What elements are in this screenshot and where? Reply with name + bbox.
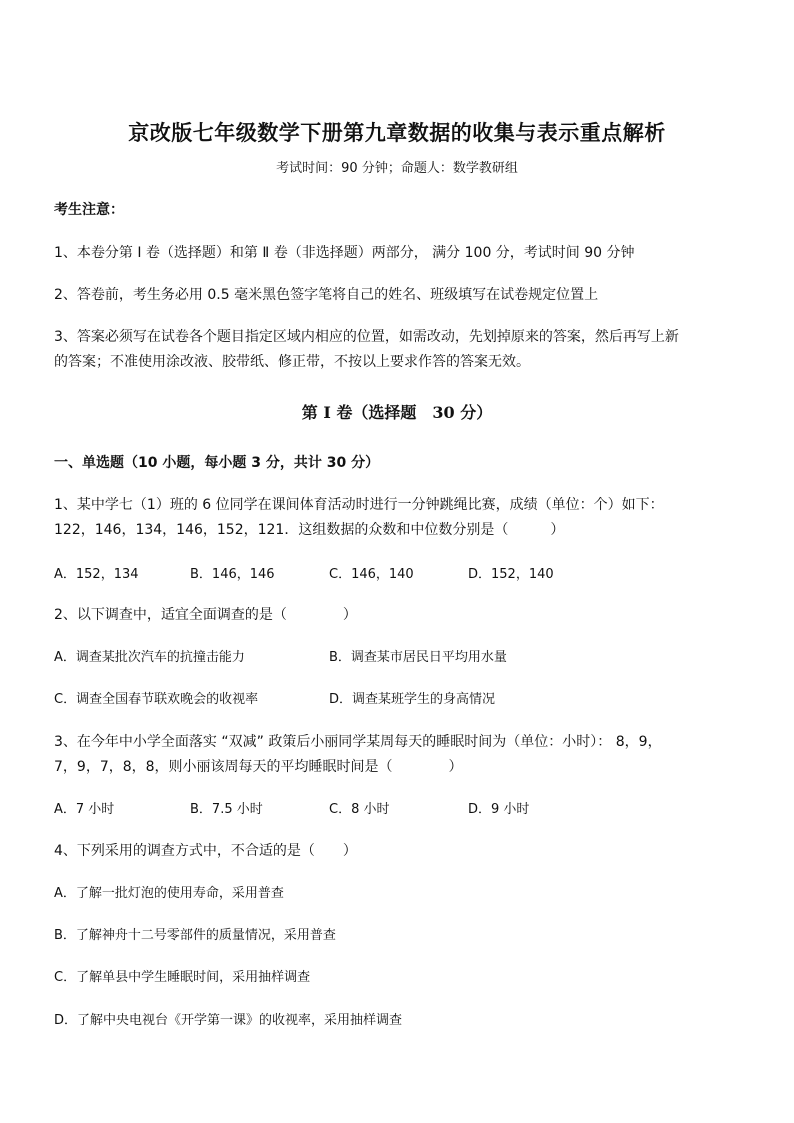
question-1-line-1: 1、某中学七（1）班的 6 位同学在课间体育活动时进行一分钟跳绳比赛，成绩（单位：个）如下： bbox=[54, 497, 664, 513]
question-2-option-a[interactable]: A．调查某批次汽车的抗撞击能力 bbox=[54, 650, 245, 665]
question-4-option-a[interactable]: A．了解一批灯泡的使用寿命，采用普查 bbox=[54, 886, 284, 901]
question-2-line-1: 2、以下调查中，适宜全面调查的是（ ） bbox=[54, 607, 357, 623]
notice-item-3-cont: 的答案；不准使用涂改液、胶带纸、修正带，不按以上要求作答的答案无效。 bbox=[54, 354, 530, 370]
question-3-option-b[interactable]: B．7.5 小时 bbox=[190, 802, 263, 817]
question-2-option-d[interactable]: D．调查某班学生的身高情况 bbox=[329, 692, 496, 707]
question-1-option-c[interactable]: C．146，140 bbox=[329, 567, 414, 582]
question-3-option-d[interactable]: D．9 小时 bbox=[468, 802, 530, 817]
notice-item-2: 2、答卷前，考生务必用 0.5 毫米黑色签字笔将自己的姓名、班级填写在试卷规定位置上 bbox=[54, 287, 599, 303]
question-1-line-2: 122，146，134，146，152，121．这组数据的众数和中位数分别是（ ） bbox=[54, 522, 565, 538]
question-2-option-c[interactable]: C．调查全国春节联欢晚会的收视率 bbox=[54, 692, 259, 707]
question-3-option-a[interactable]: A．7 小时 bbox=[54, 802, 115, 817]
question-3-line-2: 7，9，7，8，8，则小丽该周每天的平均睡眠时间是（ ） bbox=[54, 759, 463, 775]
notice-item-3: 3、答案必须写在试卷各个题目指定区域内相应的位置，如需改动，先划掉原来的答案，然后再写上新 bbox=[54, 329, 679, 345]
question-4-line-1: 4、下列采用的调查方式中，不合适的是（ ） bbox=[54, 843, 357, 859]
question-1-option-b[interactable]: B．146，146 bbox=[190, 567, 275, 582]
notice-heading: 考生注意： bbox=[54, 202, 124, 218]
question-3-option-c[interactable]: C．8 小时 bbox=[329, 802, 390, 817]
question-2-option-b[interactable]: B．调查某市居民日平均用水量 bbox=[329, 650, 507, 665]
section-title: 第 Ⅰ 卷（选择题 30 分） bbox=[301, 403, 493, 422]
part-title: 一、单选题（10 小题，每小题 3 分，共计 30 分） bbox=[54, 455, 380, 471]
question-1-option-d[interactable]: D．152，140 bbox=[468, 567, 554, 582]
question-1-option-a[interactable]: A．152，134 bbox=[54, 567, 139, 582]
exam-title: 京改版七年级数学下册第九章数据的收集与表示重点解析 bbox=[128, 120, 666, 145]
question-4-option-d[interactable]: D．了解中央电视台《开学第一课》的收视率，采用抽样调查 bbox=[54, 1013, 403, 1028]
exam-subtitle: 考试时间：90 分钟；命题人：数学教研组 bbox=[276, 161, 518, 176]
question-4-option-b[interactable]: B．了解神舟十二号零部件的质量情况，采用普查 bbox=[54, 928, 336, 943]
notice-item-1: 1、本卷分第 Ⅰ 卷（选择题）和第 Ⅱ 卷（非选择题）两部分， 满分 100 分，考试时间 90 分钟 bbox=[54, 245, 635, 261]
question-3-line-1: 3、在今年中小学全面落实 “双减” 政策后小丽同学某周每天的睡眠时间为（单位：小时）： 8，9， bbox=[54, 734, 662, 750]
question-4-option-c[interactable]: C．了解单县中学生睡眠时间，采用抽样调查 bbox=[54, 970, 311, 985]
